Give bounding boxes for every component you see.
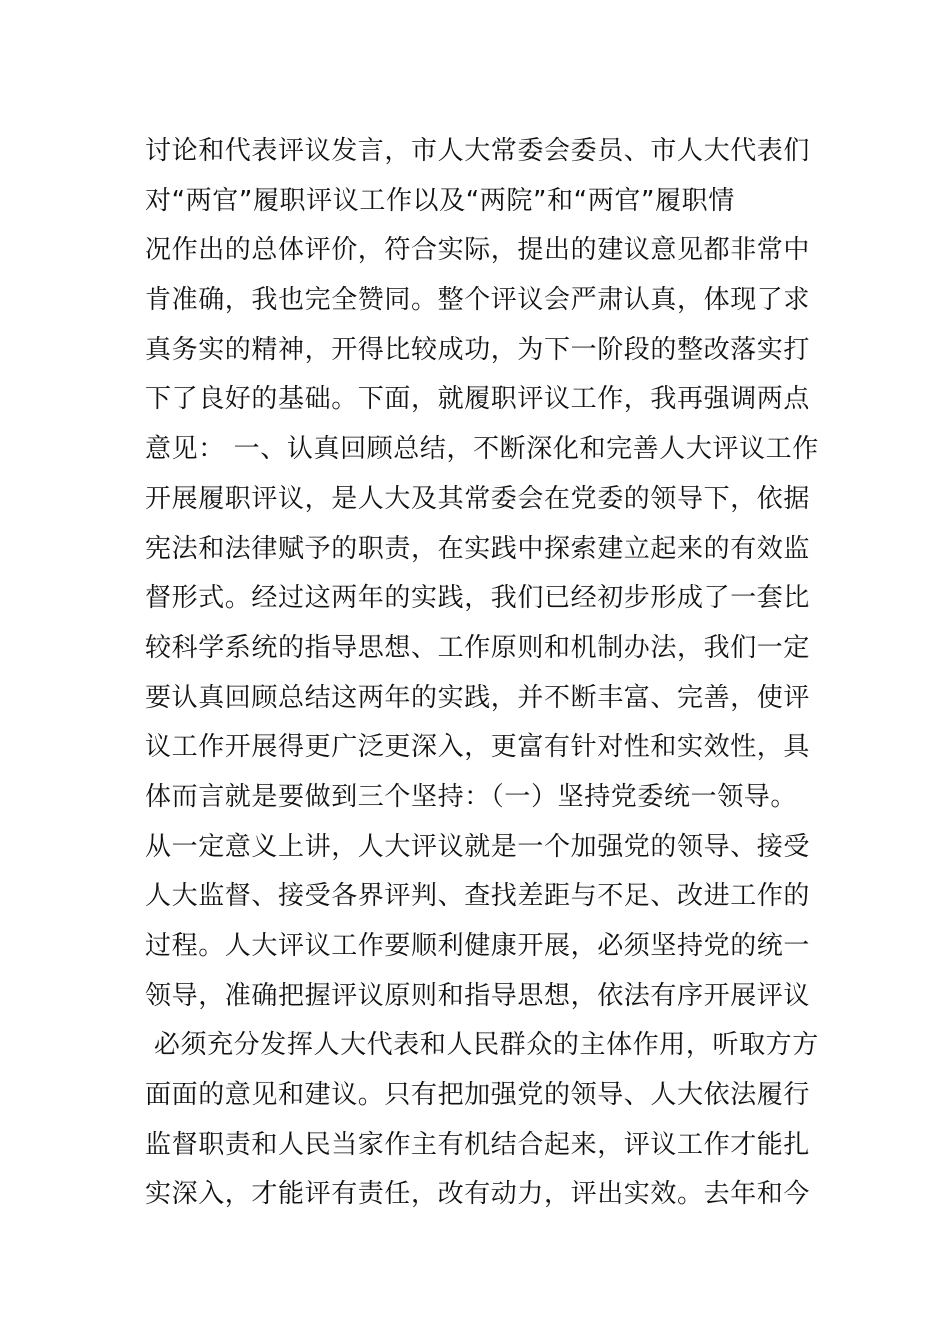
text-line: 下了良好的基础。下面，就履职评议工作，我再强调两点 bbox=[145, 384, 811, 415]
text-line: 过程。人大评议工作要顺利健康开展，必须坚持党的统一 bbox=[145, 931, 811, 961]
text-line: 意见： 一、认真回顾总结，不断深化和完善人大评议工作 bbox=[145, 434, 819, 465]
text-line: 真务实的精神，开得比较成功，为下一阶段的整改落实打 bbox=[145, 334, 811, 365]
text-line: 况作出的总体评价，符合实际，提出的建议意见都非常中 bbox=[145, 235, 811, 266]
text-line: 讨论和代表评议发言，市人大常委会委员、市人大代表们 bbox=[145, 136, 811, 166]
text-line: 面面的意见和建议。只有把加强党的领导、人大依法履行 bbox=[145, 1080, 811, 1111]
text-line: 肯准确，我也完全赞同。整个评议会严肃认真，体现了求 bbox=[145, 285, 811, 316]
text-line: 议工作开展得更广泛更深入，更富有针对性和实效性，具 bbox=[145, 732, 811, 763]
text-line: 开展履职评议，是人大及其常委会在党委的领导下，依据 bbox=[145, 483, 811, 514]
text-line: 必须充分发挥人大代表和人民群众的主体作用，听取方方 bbox=[145, 1030, 819, 1061]
text-line: 对“两官”履职评议工作以及“两院”和“两官”履职情 bbox=[145, 185, 735, 216]
body-text bbox=[145, 127, 825, 1220]
text-line: 要认真回顾总结这两年的实践，并不断丰富、完善，使评 bbox=[145, 682, 811, 713]
text-line: 宪法和法律赋予的职责，在实践中探索建立起来的有效监 bbox=[145, 533, 811, 564]
text-line: 监督职责和人民当家作主有机结合起来，评议工作才能扎 bbox=[145, 1129, 811, 1160]
text-line: 从一定意义上讲，人大评议就是一个加强党的领导、接受 bbox=[145, 831, 811, 862]
text-line: 人大监督、接受各界评判、查找差距与不足、改进工作的 bbox=[145, 881, 811, 912]
text-line: 体而言就是要做到三个坚持：（一）坚持党委统一领导。 bbox=[145, 781, 798, 812]
text-line: 实深入，才能评有责任，改有动力，评出实效。去年和今 bbox=[145, 1179, 811, 1210]
text-line: 较科学系统的指导思想、工作原则和机制办法，我们一定 bbox=[145, 632, 811, 663]
text-line: 领导，准确把握评议原则和指导思想，依法有序开展评议 bbox=[145, 980, 811, 1011]
text-line: 督形式。经过这两年的实践，我们已经初步形成了一套比 bbox=[145, 583, 811, 614]
